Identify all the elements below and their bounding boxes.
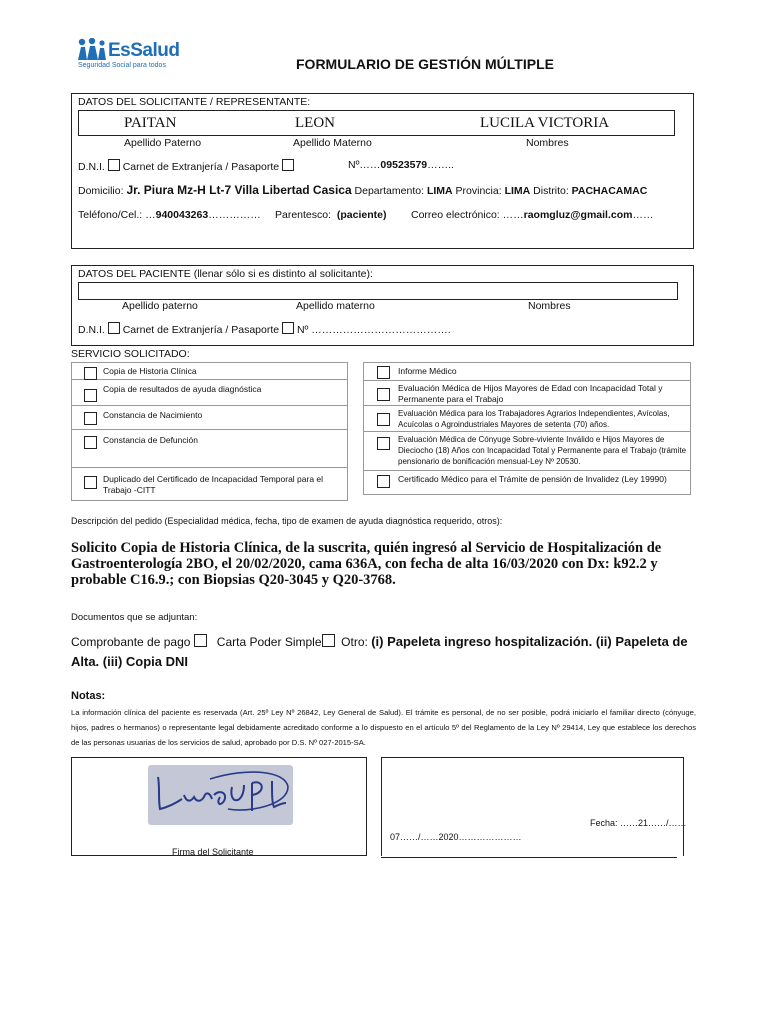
signature-image <box>148 765 293 825</box>
parentesco-value[interactable]: (paciente) <box>336 209 387 221</box>
servicio-right-label-5: Certificado Médico para el Trámite de pensión de Invalidez (Ley 19990) <box>398 474 667 484</box>
carta-poder-checkbox[interactable] <box>322 634 335 647</box>
provincia-value[interactable]: LIMA <box>504 185 531 197</box>
firma-label: Firma del Solicitante <box>172 847 254 857</box>
distrito-value[interactable]: PACHACAMAC <box>571 185 648 197</box>
servicio-left-checkbox-5[interactable] <box>84 476 97 489</box>
otro-value-line1[interactable]: (i) Papeleta ingreso hospitalización. (ii) Papeleta de <box>371 634 688 649</box>
servicio-left-label-1: Copia de Historia Clínica <box>103 366 197 376</box>
lbl-domicilio: Domicilio: <box>78 185 124 197</box>
notas-text: La información clínica del paciente es reservada (Art. 25º Ley Nº 26842, Ley General de Salud). El trámite es personal, de no ser posible, podrá iniciarlo el familiar directo (cónyuge, hijos, padres o hermanos) o representante legal debidamente acreditado conforme a lo dispuesto en el artículo 5º del Reglamento de la Ley Nº 29414, Ley que establece los derechos de las personas usuarias de los servicios de salud, aprobado por D.S. Nº 027-2015-SA. <box>71 708 696 747</box>
family-logo-icon <box>76 38 110 62</box>
servicio-left-label-4: Constancia de Defunción <box>103 435 198 445</box>
lbl-carta-poder: Carta Poder Simple <box>216 635 322 649</box>
lbl-departamento: Departamento: <box>354 185 425 197</box>
servicio-right-checkbox-4[interactable] <box>377 437 390 450</box>
lbl-dni: D.N.I. <box>78 161 105 173</box>
comprobante-checkbox[interactable] <box>194 634 207 647</box>
fecha-dia-trail: ……/…… <box>648 818 687 828</box>
domicilio-row <box>78 183 647 197</box>
logo-brand: EsSalud <box>108 40 180 61</box>
departamento-value[interactable]: LIMA <box>426 185 453 197</box>
numero-value[interactable]: 09523579 <box>380 159 428 171</box>
fecha-line <box>381 857 677 858</box>
paciente-label: DATOS DEL PACIENTE (llenar sólo si es distinto al solicitante): <box>78 268 373 280</box>
paciente-id-row <box>78 322 451 336</box>
servicio-label: SERVICIO SOLICITADO: <box>71 348 190 360</box>
carnet-checkbox[interactable] <box>282 159 294 171</box>
servicio-left-checkbox-1[interactable] <box>84 367 97 380</box>
servicio-right-label-4: Evaluación Médica de Cónyuge Sobre-viviente Inválido e Hijos Mayores de Dieciocho (18) Años con Incapacidad Total y Permanente para el Trabajo (trámite pensionario de bonificación mensual-Ley Nº 20530. <box>398 435 687 466</box>
numero-trail: …….. <box>427 159 454 171</box>
paciente-carnet-checkbox[interactable] <box>282 322 294 334</box>
paciente-name-box[interactable] <box>78 282 678 300</box>
paciente-lbl-ap-materno: Apellido materno <box>296 300 375 312</box>
servicio-right-checkbox-5[interactable] <box>377 475 390 488</box>
telefono-trail: …………… <box>208 209 261 221</box>
lbl-fecha: Fecha: …… <box>590 818 639 828</box>
domicilio-value[interactable]: Jr. Piura Mz-H Lt-7 Villa Libertad Casica <box>126 183 352 197</box>
correo-trail: …… <box>632 209 654 221</box>
lbl-carnet: Carnet de Extranjería / Pasaporte <box>122 161 280 173</box>
solicitante-label: DATOS DEL SOLICITANTE / REPRESENTANTE: <box>78 96 311 108</box>
nombres-value[interactable]: LUCILA VICTORIA <box>480 115 610 131</box>
logo-tagline: Seguridad Social para todos <box>78 62 166 69</box>
servicio-left-label-2: Copia de resultados de ayuda diagnóstica <box>103 384 262 394</box>
servicio-left-checkbox-4[interactable] <box>84 436 97 449</box>
lbl-apellido-paterno: Apellido Paterno <box>124 137 202 149</box>
servicio-right-label-2: Evaluación Médica de Hijos Mayores de Edad con Incapacidad Total y Permanente para el Trabajo <box>398 383 663 404</box>
lbl-nombres: Nombres <box>526 137 569 149</box>
lbl-correo: Correo electrónico: …… <box>411 209 524 221</box>
servicio-right-label-3: Evaluación Médica para los Trabajadores Agrarios Independientes, Avícolas, Acuícolas o Agroindustriales Mayores de setenta (70) años. <box>398 409 670 429</box>
fecha-dia[interactable]: 21 <box>638 818 649 828</box>
documentos-label: Documentos que se adjuntan: <box>71 612 198 623</box>
descripcion-label: Descripción del pedido (Especialidad médica, fecha, tipo de examen de ayuda diagnóstica requerido, otros): <box>71 516 503 526</box>
documentos-row <box>71 632 701 672</box>
lbl-parentesco: Parentesco: <box>275 209 332 221</box>
parentesco-row <box>275 209 386 221</box>
paciente-lbl-nombres: Nombres <box>528 300 571 312</box>
correo-row <box>411 209 653 221</box>
lbl-otro: Otro: <box>341 635 368 649</box>
apellido-paterno-value[interactable]: PAITAN <box>124 115 177 131</box>
paciente-lbl-carnet: Carnet de Extranjería / Pasaporte <box>122 324 280 336</box>
servicio-right-label-1: Informe Médico <box>398 366 457 376</box>
paciente-lbl-ap-paterno: Apellido paterno <box>122 300 198 312</box>
lbl-distrito: Distrito: <box>533 185 569 197</box>
otro-value-line2[interactable]: Alta. (iii) Copia DNI <box>71 654 188 669</box>
servicio-right-checkbox-1[interactable] <box>377 366 390 379</box>
telefono-value[interactable]: 940043263 <box>155 209 209 221</box>
paciente-dni-checkbox[interactable] <box>108 322 120 334</box>
lbl-telefono: Teléfono/Cel.: … <box>78 209 156 221</box>
apellido-materno-value[interactable]: LEON <box>295 115 335 131</box>
paciente-lbl-dni: D.N.I. <box>78 324 105 336</box>
servicio-left-label-5: Duplicado del Certificado de Incapacidad Temporal para el Trabajo -CITT <box>103 474 324 495</box>
servicio-left-label-3: Constancia de Nacimiento <box>103 410 203 420</box>
telefono-row <box>78 209 261 221</box>
servicio-right-checkbox-3[interactable] <box>377 413 390 426</box>
lbl-comprobante: Comprobante de pago <box>71 635 191 649</box>
dni-checkbox[interactable] <box>108 159 120 171</box>
essalud-logo <box>76 38 188 72</box>
correo-value[interactable]: raomgluz@gmail.com <box>523 209 633 221</box>
lbl-apellido-materno: Apellido Materno <box>293 137 372 149</box>
id-row <box>78 159 294 173</box>
servicio-left-checkbox-3[interactable] <box>84 412 97 425</box>
servicio-right-checkbox-2[interactable] <box>377 388 390 401</box>
lbl-provincia: Provincia: <box>455 185 502 197</box>
paciente-lbl-numero: Nº …………………………………. <box>296 324 451 336</box>
fecha-row <box>590 818 687 828</box>
handwritten-signature-icon <box>148 765 293 825</box>
descripcion-text[interactable]: Solicito Copia de Historia Clínica, de la suscrita, quién ingresó al Servicio de Hospitalización de Gastroenterología 2BO, el 20/02/2020, cama 636A, con fecha de alta 16/03/2020 con Dx: k92.2 y probable C16.9.; con Biopsias Q20-3045 y Q20-3768. <box>71 540 662 588</box>
fecha-mes-anio[interactable]: 07……/……2020………………… <box>390 832 522 842</box>
form-title: FORMULARIO DE GESTIÓN MÚLTIPLE <box>296 56 554 72</box>
lbl-numero: Nº…… <box>348 159 381 171</box>
notas-label: Notas: <box>71 690 106 702</box>
document-number <box>348 159 454 171</box>
servicio-left-checkbox-2[interactable] <box>84 389 97 402</box>
